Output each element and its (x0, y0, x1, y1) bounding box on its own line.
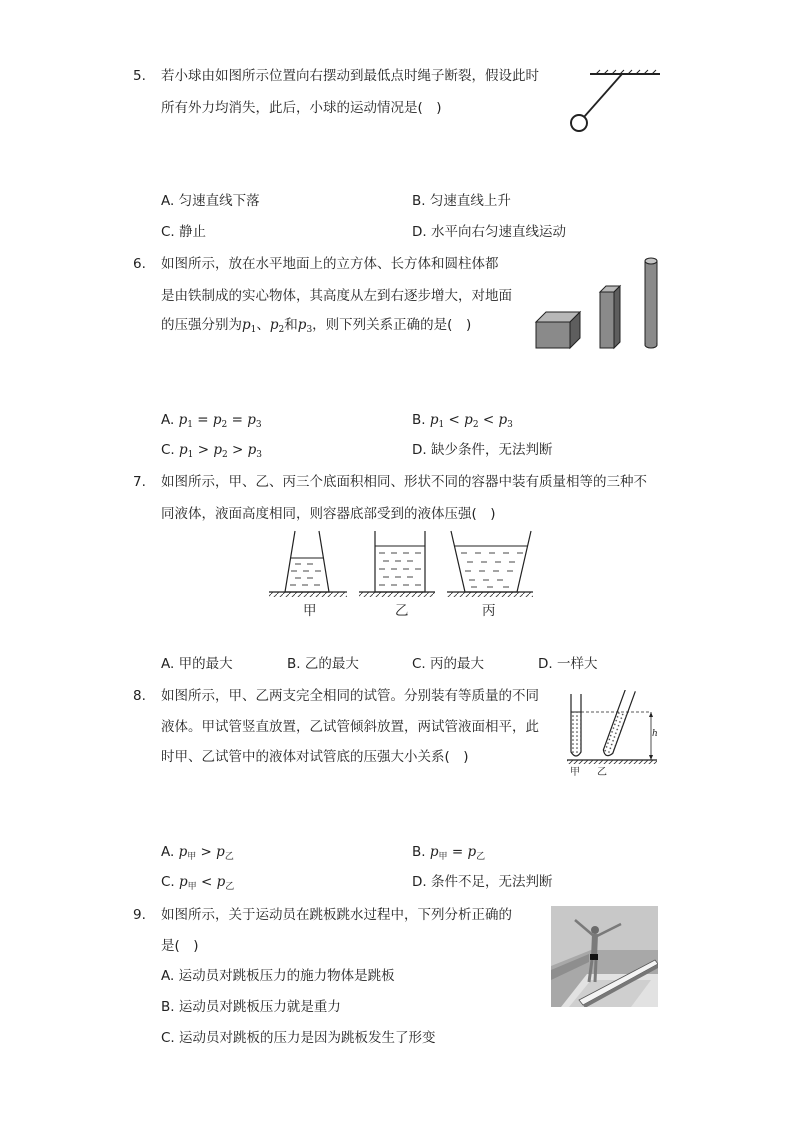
q8-figure-jia-label: 甲 (570, 767, 580, 778)
q6-stem-line2: 是由铁制成的实心物体，其高度从左到右逐步增大，对地面 (161, 288, 512, 304)
q6-p1: $p_1$ (242, 317, 257, 335)
q7-option-d[interactable]: D. 一样大 (538, 656, 598, 672)
q6-stem-line1: 如图所示，放在水平地面上的立方体、长方体和圆柱体都 (161, 256, 499, 272)
q8-stem-line1: 如图所示，甲、乙两支完全相同的试管。分别装有等质量的不同 (161, 688, 539, 704)
q5-option-b[interactable]: B. 匀速直线上升 (412, 193, 511, 209)
q9-stem-line2: 是( ) (161, 938, 199, 954)
q5-number: 5. (133, 68, 146, 84)
q6-solids-figure (530, 252, 665, 354)
q7-stem-line2: 同液体，液面高度相同，则容器底部受到的液体压强( ) (161, 506, 496, 522)
q9-diver-photo (551, 906, 658, 1007)
q8-figure-h-label: h (652, 729, 658, 739)
q9-option-c[interactable]: C. 运动员对跳板的压力是因为跳板发生了形变 (161, 1030, 436, 1046)
q8-stem-line2: 液体。甲试管竖直放置，乙试管倾斜放置，两试管液面相平，此 (161, 719, 539, 735)
q7-stem-line1: 如图所示，甲、乙、丙三个底面积相同、形状不同的容器中装有质量相等的三种不 (161, 474, 647, 490)
q7-label-yi: 乙 (395, 603, 409, 619)
q8-stem-line3: 时甲、乙试管中的液体对试管底的压强大小关系( ) (161, 749, 469, 765)
q6-stem-prefix: 的压强分别为 (161, 317, 242, 333)
q5-stem-line2: 所有外力均消失，此后，小球的运动情况是( ) (161, 100, 442, 116)
q8-option-a[interactable]: A. $p_甲 > p_乙$ (161, 844, 234, 862)
q8-option-c[interactable]: C. $p_甲 < p_乙$ (161, 874, 235, 892)
q6-number: 6. (133, 256, 146, 272)
q9-number: 9. (133, 907, 146, 923)
q6-option-a[interactable]: A. $p_1 = p_2 = p_3$ (161, 412, 262, 430)
q6-stem-suffix: ，则下列关系正确的是( ) (312, 317, 472, 333)
q6-option-b[interactable]: B. $p_1 < p_2 < p_3$ (412, 412, 513, 430)
q7-label-bing: 丙 (482, 603, 496, 619)
q7-containers-figure (265, 528, 537, 604)
q6-p2: $p_2$ (269, 317, 285, 335)
q7-number: 7. (133, 474, 146, 490)
q6-stem-line3: 的压强分别为$p_1$、$p_2$和$p_3$，则下列关系正确的是( ) (161, 317, 472, 335)
q5-option-d[interactable]: D. 水平向右匀速直线运动 (412, 224, 566, 240)
q8-option-d[interactable]: D. 条件不足，无法判断 (412, 874, 553, 890)
q5-pendulum-figure (560, 62, 665, 137)
q8-option-b[interactable]: B. $p_甲 = p_乙$ (412, 844, 486, 862)
q5-option-c[interactable]: C. 静止 (161, 224, 207, 240)
q6-option-d[interactable]: D. 缺少条件，无法判断 (412, 442, 553, 458)
q7-option-a[interactable]: A. 甲的最大 (161, 656, 233, 672)
q7-option-b[interactable]: B. 乙的最大 (287, 656, 359, 672)
q7-option-c[interactable]: C. 丙的最大 (412, 656, 485, 672)
q8-number: 8. (133, 688, 146, 704)
q5-stem-line1: 若小球由如图所示位置向右摆动到最低点时绳子断裂，假设此时 (161, 68, 539, 84)
q6-option-c[interactable]: C. $p_1 > p_2 > p_3$ (161, 442, 262, 460)
q8-figure-yi-label: 乙 (597, 767, 607, 778)
q9-stem-line1: 如图所示，关于运动员在跳板跳水过程中，下列分析正确的 (161, 907, 512, 923)
q9-option-b[interactable]: B. 运动员对跳板压力就是重力 (161, 999, 341, 1015)
q7-label-jia: 甲 (303, 603, 317, 619)
q9-option-a[interactable]: A. 运动员对跳板压力的施力物体是跳板 (161, 968, 395, 984)
q5-option-a[interactable]: A. 匀速直线下落 (161, 193, 260, 209)
q6-p3: $p_3$ (297, 317, 313, 335)
